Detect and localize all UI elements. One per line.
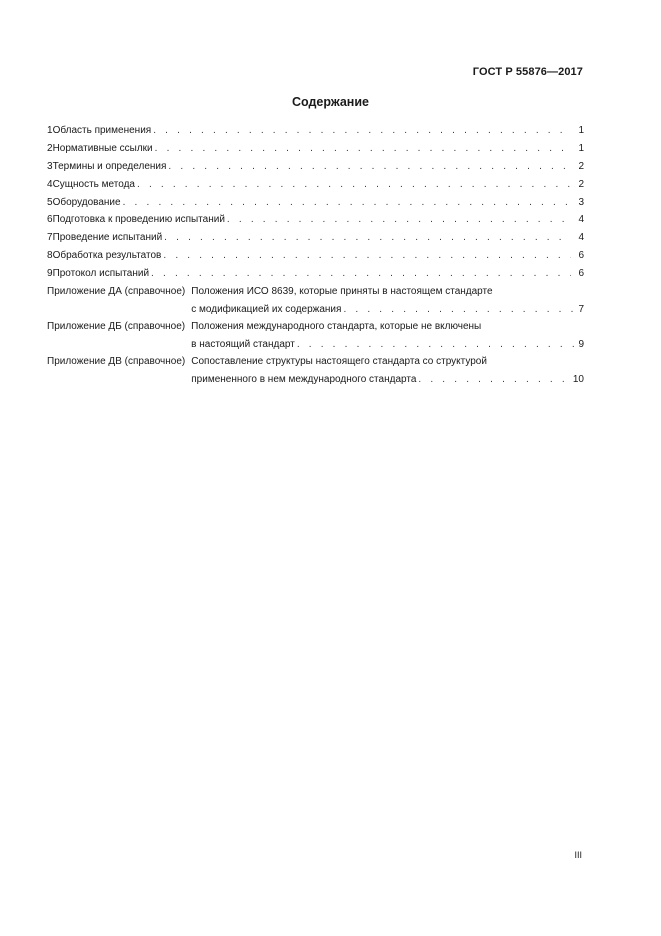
toc-item-page: 1 bbox=[578, 125, 584, 136]
toc-item-number: 7 bbox=[47, 232, 53, 244]
toc-item-page: 6 bbox=[578, 250, 584, 262]
appendix-title-line1: Положения международного стандарта, которые не включены bbox=[191, 321, 482, 333]
toc-leader-dots bbox=[166, 158, 571, 176]
appendix-title-line2: с модификацией их содержания bbox=[191, 303, 342, 315]
toc-leader-dots bbox=[153, 140, 571, 158]
toc-item[interactable] bbox=[47, 140, 584, 158]
toc-item-number: 1 bbox=[47, 125, 53, 136]
toc-appendix-db[interactable] bbox=[47, 318, 584, 353]
toc-leader-dots bbox=[135, 176, 571, 194]
appendix-title-line2: в настоящий стандарт bbox=[191, 338, 295, 350]
toc-leader-dots bbox=[151, 122, 571, 140]
toc-leader-dots bbox=[295, 336, 576, 354]
toc-item-number: 9 bbox=[47, 268, 53, 280]
document-code: ГОСТ Р 55876—2017 bbox=[472, 66, 583, 78]
table-of-contents bbox=[47, 122, 584, 388]
toc-item-label: Обработка результатов bbox=[52, 250, 162, 262]
appendix-page: 10 bbox=[572, 373, 584, 385]
toc-item-label: Подготовка к проведению испытаний bbox=[52, 214, 225, 226]
toc-item-page: 4 bbox=[578, 232, 584, 244]
toc-leader-dots bbox=[225, 211, 571, 229]
page-number: III bbox=[574, 850, 582, 860]
toc-leader-dots bbox=[341, 301, 575, 319]
appendix-prefix: Приложение ДБ (справочное) bbox=[47, 321, 186, 333]
toc-item-number: 8 bbox=[47, 250, 53, 262]
toc-item[interactable] bbox=[47, 158, 584, 176]
toc-item-label: Оборудование bbox=[52, 196, 121, 208]
toc-appendix-dv[interactable] bbox=[47, 353, 584, 388]
appendix-title-line1: Положения ИСО 8639, которые приняты в настоящем стандарте bbox=[191, 286, 493, 298]
toc-leader-dots bbox=[162, 229, 571, 247]
toc-leader-dots bbox=[149, 265, 571, 283]
toc-item-label: Область применения bbox=[52, 125, 152, 136]
appendix-page: 7 bbox=[578, 303, 584, 315]
appendix-title-line1: Сопоставление структуры настоящего стандарта со структурой bbox=[191, 356, 487, 368]
toc-leader-dots bbox=[121, 194, 571, 212]
toc-item-page: 2 bbox=[578, 178, 584, 190]
toc-item[interactable] bbox=[47, 265, 584, 283]
toc-item[interactable] bbox=[47, 211, 584, 229]
toc-item-number: 6 bbox=[47, 214, 53, 226]
toc-item-label: Протокол испытаний bbox=[52, 268, 150, 280]
toc-item[interactable] bbox=[47, 229, 584, 247]
toc-item-page: 2 bbox=[578, 160, 584, 172]
toc-title: Содержание bbox=[291, 95, 369, 109]
toc-item-page: 3 bbox=[578, 196, 584, 208]
appendix-prefix: Приложение ДВ (справочное) bbox=[47, 356, 186, 368]
toc-item-page: 6 bbox=[578, 268, 584, 280]
toc-item-number: 3 bbox=[47, 160, 53, 172]
toc-leader-dots bbox=[161, 247, 571, 265]
toc-item[interactable] bbox=[47, 194, 584, 212]
toc-item-label: Нормативные ссылки bbox=[52, 142, 153, 154]
appendix-title-line2: примененного в нем международного стандарта bbox=[191, 373, 417, 385]
toc-item-label: Проведение испытаний bbox=[52, 232, 163, 244]
toc-item-number: 5 bbox=[47, 196, 53, 208]
toc-item-page: 4 bbox=[578, 214, 584, 226]
toc-item-number: 2 bbox=[47, 142, 53, 154]
toc-item[interactable] bbox=[47, 176, 584, 194]
toc-item-page: 1 bbox=[578, 142, 584, 154]
toc-item[interactable] bbox=[47, 122, 584, 140]
toc-appendix-da[interactable] bbox=[47, 283, 584, 318]
toc-item-label: Сущность метода bbox=[52, 178, 135, 190]
toc-leader-dots bbox=[416, 371, 569, 389]
appendix-prefix: Приложение ДА (справочное) bbox=[47, 286, 186, 298]
toc-item[interactable] bbox=[47, 247, 584, 265]
appendix-page: 9 bbox=[578, 338, 584, 350]
toc-item-label: Термины и определения bbox=[52, 160, 167, 172]
toc-item-number: 4 bbox=[47, 178, 53, 190]
